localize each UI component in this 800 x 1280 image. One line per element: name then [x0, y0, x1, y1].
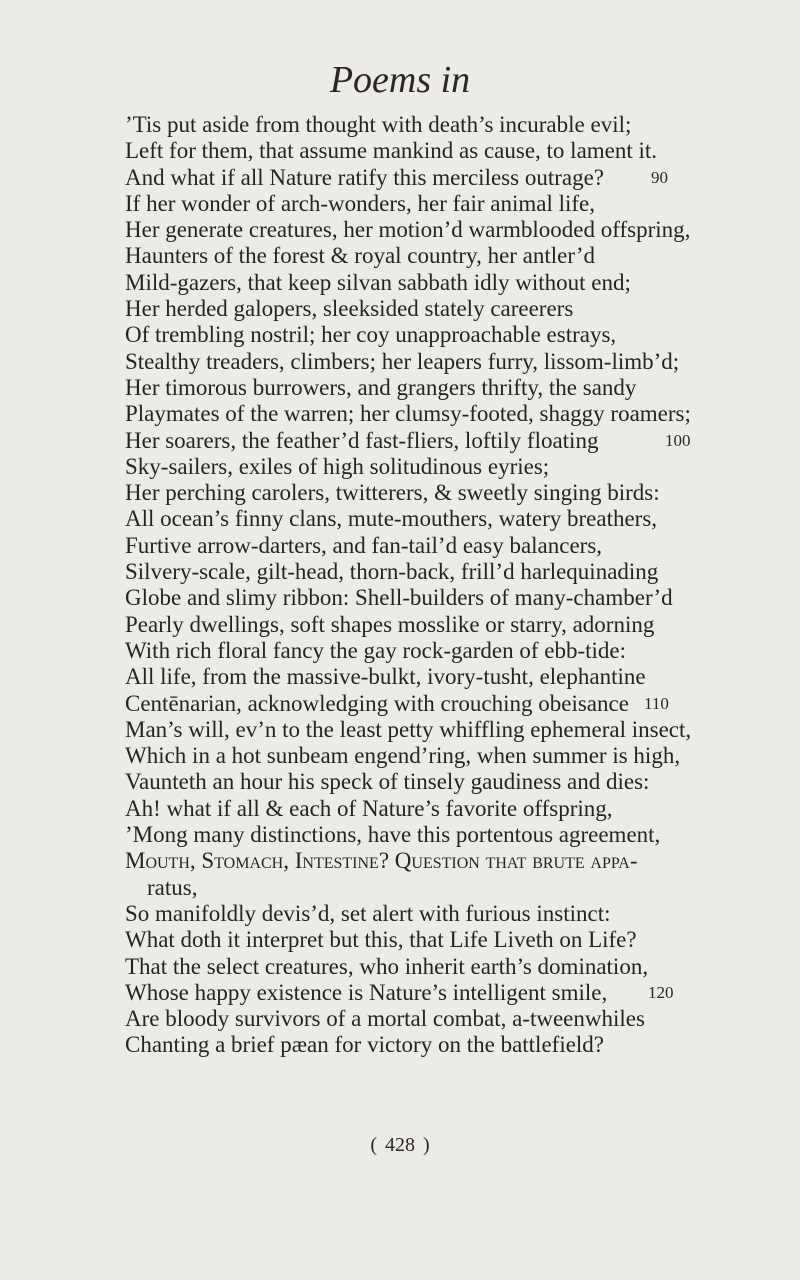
- line-number: 100: [665, 430, 691, 450]
- poem-line: [125, 822, 765, 848]
- poem-line: [125, 927, 765, 953]
- poem-line-text: Vaunteth an hour his speck of tinsely gaudiness and dies:: [125, 769, 650, 795]
- running-head: Poems in: [329, 59, 471, 101]
- poem-line: [125, 664, 765, 690]
- poem-line-text: ’Tis put aside from thought with death’s incurable evil;: [125, 112, 632, 137]
- poem-line-text: Chanting a brief pæan for victory on the battlefield?: [125, 1032, 605, 1058]
- line-number: 110: [644, 693, 669, 713]
- poem-line-text: Of trembling nostril; her coy unapproachable estrays,: [125, 322, 617, 348]
- poem-line-text: Stealthy treaders, climbers; her leapers furry, lissom-limb’d;: [125, 348, 680, 374]
- poem-line-text: Her herded galopers, sleeksided stately careerers: [125, 296, 574, 322]
- poem-line: [125, 375, 765, 401]
- poem-line-text: Her timorous burrowers, and grangers thrifty, the sandy: [125, 374, 637, 400]
- poem-line-text: That the select creatures, who inherit earth’s domination,: [125, 953, 649, 979]
- poem-line-text: ’Mong many distinctions, have this portentous agreement,: [125, 822, 661, 848]
- poem-line-text: Silvery-scale, gilt-head, thorn-back, frill’d harlequinading: [125, 559, 659, 585]
- poem-line: [125, 796, 765, 822]
- poem-line-text: Her generate creatures, her motion’d warmblooded offspring,: [125, 217, 691, 243]
- poem-line-text: Man’s will, ev’n to the least petty whiffling ephemeral insect,: [125, 716, 692, 742]
- poem-line: [125, 612, 765, 638]
- poem-line: [125, 270, 765, 296]
- poem-line-text: All life, from the massive-bulkt, ivory-tusht, elephantine: [125, 664, 646, 690]
- poem-line-text: Haunters of the forest & royal country, her antler’d: [125, 243, 596, 269]
- poem-line-continuation: [125, 875, 765, 901]
- poem-line: [125, 691, 765, 717]
- poem-line: [125, 769, 765, 795]
- poem-line: [125, 428, 765, 454]
- poem-line-text: All ocean’s finny clans, mute-mouthers, watery breathers,: [125, 506, 658, 532]
- poem-line: [125, 112, 765, 138]
- poem-line-text: Globe and slimy ribbon: Shell-builders of many-chamber’d: [125, 585, 673, 611]
- poem-line-text: If her wonder of arch-wonders, her fair animal life,: [125, 190, 596, 216]
- poem-line: [125, 296, 765, 322]
- poem-line: [125, 217, 765, 243]
- poem-line-text: Which in a hot sunbeam engend’ring, when summer is high,: [125, 743, 681, 769]
- poem-line-text: With rich floral fancy the gay rock-garden of ebb-tide:: [125, 637, 627, 663]
- poem-line-text: Whose happy existence is Nature’s intelligent smile,: [125, 979, 608, 1005]
- poem-line: [125, 480, 765, 506]
- poem-line-text: Her soarers, the feather’d fast-fliers, loftily floating: [125, 427, 599, 453]
- poem-line: [125, 717, 765, 743]
- poem-line-text: Centēnarian, acknowledging with crouching obeisance: [125, 690, 629, 716]
- poem-line-text: Ah! what if all & each of Nature’s favorite offspring,: [125, 795, 613, 821]
- poem-line: [125, 138, 765, 164]
- poem-text: [125, 112, 765, 1059]
- page-number-value: 428: [385, 1134, 415, 1156]
- poem-line: [125, 901, 765, 927]
- poem-line-text: Are bloody survivors of a mortal combat, a-tweenwhiles: [125, 1006, 645, 1032]
- poem-line-text: Her perching carolers, twitterers, & sweetly singing birds:: [125, 480, 660, 506]
- poem-line-text: What doth it interpret but this, that Life Liveth on Life?: [125, 927, 637, 953]
- poem-line-text: And what if all Nature ratify this merciless outrage?: [125, 164, 605, 190]
- page-number: ( 428 ): [370, 1134, 430, 1156]
- poem-line: [125, 848, 765, 874]
- poem-line: [125, 954, 765, 980]
- poem-line: [125, 743, 765, 769]
- poem-line-text: Furtive arrow-darters, and fan-tail’d easy balancers,: [125, 532, 603, 558]
- poem-line-text: Left for them, that assume mankind as cause, to lament it.: [125, 138, 658, 164]
- poem-line: [125, 243, 765, 269]
- poem-line: [125, 191, 765, 217]
- poem-line: [125, 559, 765, 585]
- line-number: 90: [651, 167, 668, 187]
- poem-line: [125, 506, 765, 532]
- poem-line-text: Sky-sailers, exiles of high solitudinous eyries;: [125, 453, 550, 479]
- poem-line: [125, 638, 765, 664]
- poem-line: [125, 349, 765, 375]
- poem-line: [125, 322, 765, 348]
- poem-line-text: So manifoldly devis’d, set alert with furious instinct:: [125, 900, 611, 926]
- poem-line-text: Mild-gazers, that keep silvan sabbath idly without end;: [125, 269, 631, 295]
- poem-line: [125, 401, 765, 427]
- poem-line-text: Mouth, Stomach, Intestine? Question that brute appa-: [125, 848, 638, 874]
- poem-line: [125, 165, 765, 191]
- line-number: 120: [648, 982, 674, 1002]
- poem-line: [125, 980, 765, 1006]
- poem-line-text: Pearly dwellings, soft shapes mosslike or starry, adorning: [125, 611, 655, 637]
- poem-line: [125, 585, 765, 611]
- poem-line: [125, 1006, 765, 1032]
- poem-line: [125, 1032, 765, 1058]
- poem-line-text: Playmates of the warren; her clumsy-footed, shaggy roamers;: [125, 401, 691, 427]
- poem-line-text: ratus,: [147, 874, 198, 900]
- poem-line: [125, 533, 765, 559]
- poem-line: [125, 454, 765, 480]
